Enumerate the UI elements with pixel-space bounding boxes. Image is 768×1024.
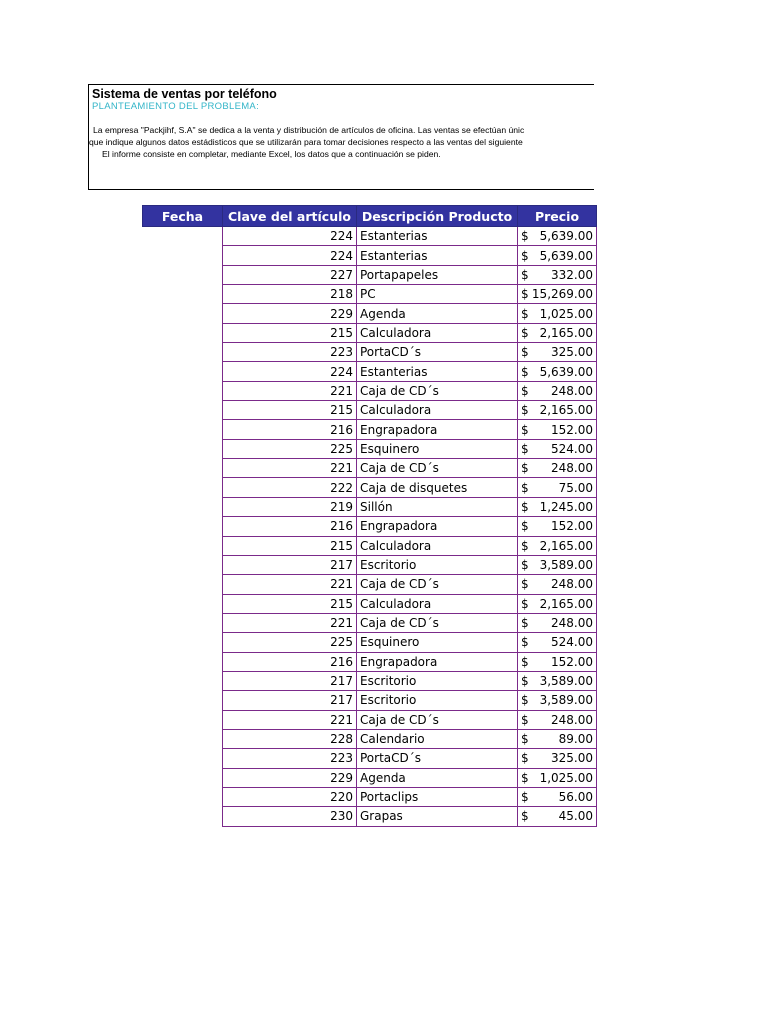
table-header-row [143, 206, 597, 227]
currency-symbol: $ [521, 480, 529, 495]
precio-cell[interactable] [518, 536, 597, 555]
table-row [143, 575, 597, 594]
clave-cell[interactable]: 230 [223, 807, 357, 826]
clave-cell[interactable]: 218 [223, 285, 357, 304]
descripcion-cell[interactable]: Esquinero [357, 633, 518, 652]
fecha-cell[interactable] [143, 575, 223, 594]
descripcion-cell[interactable]: Escritorio [357, 671, 518, 690]
currency-symbol: $ [521, 519, 529, 534]
descripcion-cell[interactable]: Caja de CD´s [357, 381, 518, 400]
currency-symbol: $ [521, 770, 529, 785]
precio-cell[interactable] [518, 613, 597, 632]
precio-cell[interactable] [518, 304, 597, 323]
table-row [143, 459, 597, 478]
intro-line-2: que indique algunos datos estádisticos que se utilizarán para tomar decisiones respecto a las ventas del siguiente [89, 137, 523, 147]
table-row [143, 729, 597, 748]
fecha-cell[interactable] [143, 323, 223, 342]
fecha-cell[interactable] [143, 749, 223, 768]
precio-cell[interactable] [518, 691, 597, 710]
clave-cell[interactable]: 215 [223, 536, 357, 555]
currency-symbol: $ [521, 499, 529, 514]
header-fecha[interactable]: Fecha [143, 206, 223, 227]
descripcion-cell[interactable]: Calculadora [357, 536, 518, 555]
table-row [143, 227, 597, 246]
fecha-cell[interactable] [143, 420, 223, 439]
currency-symbol: $ [521, 345, 529, 360]
fecha-cell[interactable] [143, 362, 223, 381]
fecha-cell[interactable] [143, 478, 223, 497]
price-amount: 1,025.00 [539, 770, 593, 785]
descripcion-cell[interactable]: Caja de CD´s [357, 613, 518, 632]
table-row [143, 285, 597, 304]
fecha-cell[interactable] [143, 594, 223, 613]
currency-symbol: $ [521, 635, 529, 650]
price-amount: 332.00 [551, 267, 593, 282]
fecha-cell[interactable] [143, 768, 223, 787]
precio-cell[interactable] [518, 439, 597, 458]
precio-cell[interactable] [518, 768, 597, 787]
clave-cell[interactable]: 221 [223, 381, 357, 400]
table-row [143, 691, 597, 710]
descripcion-cell[interactable]: Sillón [357, 497, 518, 516]
descripcion-cell[interactable]: Agenda [357, 768, 518, 787]
descripcion-cell[interactable]: Calculadora [357, 594, 518, 613]
descripcion-cell[interactable]: Engrapadora [357, 517, 518, 536]
precio-cell[interactable] [518, 478, 597, 497]
clave-cell[interactable]: 216 [223, 420, 357, 439]
precio-cell[interactable] [518, 285, 597, 304]
clave-cell[interactable]: 219 [223, 497, 357, 516]
descripcion-cell[interactable]: PortaCD´s [357, 749, 518, 768]
intro-title: Sistema de ventas por teléfono [92, 87, 277, 101]
table-row [143, 555, 597, 574]
precio-cell[interactable] [518, 401, 597, 420]
currency-symbol: $ [521, 441, 529, 456]
descripcion-cell[interactable]: Portaclips [357, 787, 518, 806]
precio-cell[interactable] [518, 420, 597, 439]
fecha-cell[interactable] [143, 381, 223, 400]
table-body [143, 227, 597, 827]
descripcion-cell[interactable]: Escritorio [357, 691, 518, 710]
precio-cell[interactable] [518, 343, 597, 362]
clave-cell[interactable]: 221 [223, 613, 357, 632]
table-row [143, 536, 597, 555]
price-amount: 5,639.00 [539, 229, 593, 244]
price-amount: 325.00 [551, 345, 593, 360]
price-amount: 15,269.00 [531, 287, 593, 302]
fecha-cell[interactable] [143, 633, 223, 652]
table-row [143, 478, 597, 497]
price-amount: 152.00 [551, 654, 593, 669]
precio-cell[interactable] [518, 265, 597, 284]
precio-cell[interactable] [518, 729, 597, 748]
fecha-cell[interactable] [143, 459, 223, 478]
table-row [143, 265, 597, 284]
currency-symbol: $ [521, 403, 529, 418]
clave-cell[interactable]: 224 [223, 227, 357, 246]
precio-cell[interactable] [518, 362, 597, 381]
clave-cell[interactable]: 227 [223, 265, 357, 284]
descripcion-cell[interactable]: Calculadora [357, 323, 518, 342]
price-amount: 75.00 [558, 480, 593, 495]
currency-symbol: $ [521, 693, 529, 708]
currency-symbol: $ [521, 267, 529, 282]
descripcion-cell[interactable]: Engrapadora [357, 420, 518, 439]
precio-cell[interactable] [518, 652, 597, 671]
table-row [143, 594, 597, 613]
price-amount: 248.00 [551, 461, 593, 476]
price-amount: 248.00 [551, 712, 593, 727]
fecha-cell[interactable] [143, 613, 223, 632]
currency-symbol: $ [521, 616, 529, 631]
intro-subtitle: PLANTEAMIENTO DEL PROBLEMA: [92, 101, 260, 112]
descripcion-cell[interactable]: Engrapadora [357, 652, 518, 671]
price-amount: 3,589.00 [539, 693, 593, 708]
descripcion-cell[interactable]: Agenda [357, 304, 518, 323]
clave-cell[interactable]: 223 [223, 749, 357, 768]
price-amount: 2,165.00 [539, 403, 593, 418]
descripcion-cell[interactable]: Estanterias [357, 246, 518, 265]
fecha-cell[interactable] [143, 691, 223, 710]
clave-cell[interactable]: 217 [223, 555, 357, 574]
fecha-cell[interactable] [143, 497, 223, 516]
clave-cell[interactable]: 228 [223, 729, 357, 748]
fecha-cell[interactable] [143, 517, 223, 536]
clave-cell[interactable]: 215 [223, 323, 357, 342]
currency-symbol: $ [521, 364, 529, 379]
precio-cell[interactable] [518, 227, 597, 246]
currency-symbol: $ [521, 538, 529, 553]
table-row [143, 671, 597, 690]
fecha-cell[interactable] [143, 555, 223, 574]
table-row [143, 517, 597, 536]
table-row [143, 497, 597, 516]
price-amount: 89.00 [558, 732, 593, 747]
clave-cell[interactable]: 225 [223, 439, 357, 458]
fecha-cell[interactable] [143, 652, 223, 671]
descripcion-cell[interactable]: Caja de CD´s [357, 575, 518, 594]
price-amount: 248.00 [551, 616, 593, 631]
currency-symbol: $ [521, 383, 529, 398]
clave-cell[interactable]: 229 [223, 304, 357, 323]
price-amount: 1,025.00 [539, 306, 593, 321]
descripcion-cell[interactable]: PC [357, 285, 518, 304]
precio-cell[interactable] [518, 594, 597, 613]
fecha-cell[interactable] [143, 343, 223, 362]
clave-cell[interactable]: 215 [223, 401, 357, 420]
price-amount: 152.00 [551, 519, 593, 534]
descripcion-cell[interactable]: Caja de CD´s [357, 459, 518, 478]
currency-symbol: $ [521, 596, 529, 611]
descripcion-cell[interactable]: Caja de disquetes [357, 478, 518, 497]
table-row [143, 381, 597, 400]
descripcion-cell[interactable]: Estanterias [357, 362, 518, 381]
fecha-cell[interactable] [143, 304, 223, 323]
currency-symbol: $ [521, 751, 529, 766]
price-amount: 3,589.00 [539, 558, 593, 573]
table-row [143, 323, 597, 342]
currency-symbol: $ [521, 712, 529, 727]
currency-symbol: $ [521, 229, 529, 244]
currency-symbol: $ [521, 558, 529, 573]
price-amount: 5,639.00 [539, 248, 593, 263]
precio-cell[interactable] [518, 497, 597, 516]
precio-cell[interactable] [518, 633, 597, 652]
price-amount: 524.00 [551, 441, 593, 456]
clave-cell[interactable]: 225 [223, 633, 357, 652]
clave-cell[interactable]: 217 [223, 671, 357, 690]
table-row [143, 304, 597, 323]
clave-cell[interactable]: 229 [223, 768, 357, 787]
table-row [143, 749, 597, 768]
price-amount: 2,165.00 [539, 596, 593, 611]
table-row [143, 787, 597, 806]
header-descripcion[interactable]: Descripción Producto [357, 206, 518, 227]
descripcion-cell[interactable]: Calendario [357, 729, 518, 748]
currency-symbol: $ [521, 674, 529, 689]
currency-symbol: $ [521, 422, 529, 437]
table-row [143, 401, 597, 420]
currency-symbol: $ [521, 325, 529, 340]
precio-cell[interactable] [518, 787, 597, 806]
price-amount: 1,245.00 [539, 499, 593, 514]
table-row [143, 343, 597, 362]
clave-cell[interactable]: 221 [223, 459, 357, 478]
price-amount: 3,589.00 [539, 674, 593, 689]
currency-symbol: $ [521, 790, 529, 805]
table-row [143, 652, 597, 671]
clave-cell[interactable]: 224 [223, 362, 357, 381]
fecha-cell[interactable] [143, 710, 223, 729]
descripcion-cell[interactable]: Estanterias [357, 227, 518, 246]
intro-line-3: El informe consiste en completar, mediante Excel, los datos que a continuación se piden. [102, 149, 441, 159]
sheet-clip-edge [594, 80, 614, 200]
currency-symbol: $ [521, 809, 529, 824]
table-row [143, 710, 597, 729]
price-amount: 2,165.00 [539, 325, 593, 340]
descripcion-cell[interactable]: Calculadora [357, 401, 518, 420]
table-row [143, 633, 597, 652]
header-clave[interactable]: Clave del artículo [223, 206, 357, 227]
price-amount: 152.00 [551, 422, 593, 437]
currency-symbol: $ [521, 577, 529, 592]
fecha-cell[interactable] [143, 246, 223, 265]
price-amount: 325.00 [551, 751, 593, 766]
table-row [143, 807, 597, 826]
fecha-cell[interactable] [143, 439, 223, 458]
clave-cell[interactable]: 216 [223, 652, 357, 671]
fecha-cell[interactable] [143, 227, 223, 246]
table-row [143, 768, 597, 787]
table-row [143, 362, 597, 381]
price-amount: 248.00 [551, 383, 593, 398]
clave-cell[interactable]: 215 [223, 594, 357, 613]
fecha-cell[interactable] [143, 401, 223, 420]
fecha-cell[interactable] [143, 729, 223, 748]
table-row [143, 420, 597, 439]
price-amount: 524.00 [551, 635, 593, 650]
currency-symbol: $ [521, 654, 529, 669]
fecha-cell[interactable] [143, 671, 223, 690]
fecha-cell[interactable] [143, 265, 223, 284]
currency-symbol: $ [521, 306, 529, 321]
currency-symbol: $ [521, 461, 529, 476]
clave-cell[interactable]: 221 [223, 575, 357, 594]
currency-symbol: $ [521, 287, 529, 302]
precio-cell[interactable] [518, 323, 597, 342]
fecha-cell[interactable] [143, 807, 223, 826]
precio-cell[interactable] [518, 575, 597, 594]
precio-cell[interactable] [518, 381, 597, 400]
table-row [143, 246, 597, 265]
precio-cell[interactable] [518, 749, 597, 768]
descripcion-cell[interactable]: Caja de CD´s [357, 710, 518, 729]
fecha-cell[interactable] [143, 536, 223, 555]
table-row [143, 439, 597, 458]
price-amount: 45.00 [558, 809, 593, 824]
price-amount: 5,639.00 [539, 364, 593, 379]
table-row [143, 613, 597, 632]
price-amount: 56.00 [558, 790, 593, 805]
header-precio[interactable]: Precio [518, 206, 597, 227]
price-amount: 248.00 [551, 577, 593, 592]
sales-table [142, 205, 597, 827]
precio-cell[interactable] [518, 807, 597, 826]
currency-symbol: $ [521, 732, 529, 747]
intro-line-1: La empresa "Packjihf, S.A" se dedica a la venta y distribución de artículos de oficina. Las ventas se efectúan únic [93, 125, 525, 135]
price-amount: 2,165.00 [539, 538, 593, 553]
descripcion-cell[interactable]: Portapapeles [357, 265, 518, 284]
intro-box [88, 84, 608, 190]
fecha-cell[interactable] [143, 787, 223, 806]
fecha-cell[interactable] [143, 285, 223, 304]
precio-cell[interactable] [518, 459, 597, 478]
clave-cell[interactable]: 223 [223, 343, 357, 362]
clave-cell[interactable]: 224 [223, 246, 357, 265]
currency-symbol: $ [521, 248, 529, 263]
descripcion-cell[interactable]: PortaCD´s [357, 343, 518, 362]
precio-cell[interactable] [518, 246, 597, 265]
clave-cell[interactable]: 220 [223, 787, 357, 806]
clave-cell[interactable]: 222 [223, 478, 357, 497]
clave-cell[interactable]: 216 [223, 517, 357, 536]
clave-cell[interactable]: 217 [223, 691, 357, 710]
descripcion-cell[interactable]: Escritorio [357, 555, 518, 574]
clave-cell[interactable]: 221 [223, 710, 357, 729]
precio-cell[interactable] [518, 710, 597, 729]
descripcion-cell[interactable]: Esquinero [357, 439, 518, 458]
precio-cell[interactable] [518, 671, 597, 690]
descripcion-cell[interactable]: Grapas [357, 807, 518, 826]
precio-cell[interactable] [518, 517, 597, 536]
precio-cell[interactable] [518, 555, 597, 574]
